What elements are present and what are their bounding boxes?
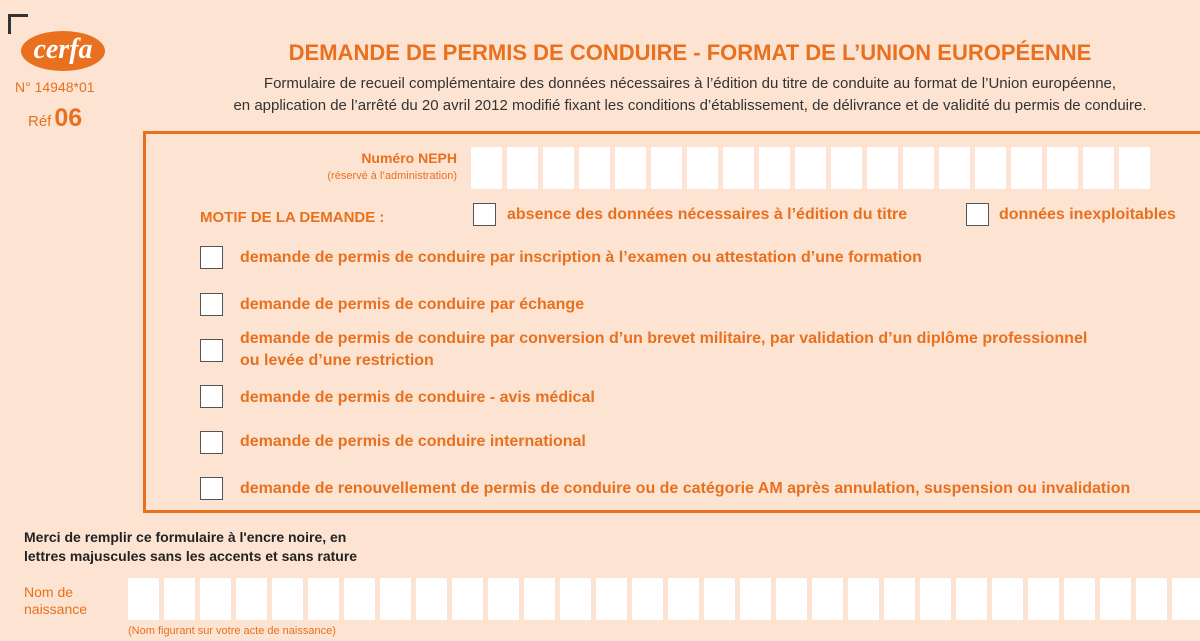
- birth-name-letter-cell[interactable]: [344, 578, 375, 620]
- option-checkbox-echange[interactable]: [200, 293, 223, 316]
- option-label-line: demande de permis de conduire par échange: [240, 296, 585, 313]
- neph-digit-cell[interactable]: [651, 147, 682, 189]
- page-title: DEMANDE DE PERMIS DE CONDUIRE - FORMAT DE L’UNION EUROPÉENNE: [288, 40, 1092, 65]
- birth-name-letter-cell[interactable]: [956, 578, 987, 620]
- neph-digit-cell[interactable]: [831, 147, 862, 189]
- neph-input-cells: [471, 147, 1155, 189]
- neph-digit-cell[interactable]: [543, 147, 574, 189]
- birth-name-letter-cell[interactable]: [1100, 578, 1131, 620]
- birth-name-letter-cell[interactable]: [740, 578, 771, 620]
- neph-digit-cell[interactable]: [723, 147, 754, 189]
- corner-crop-mark: [8, 14, 28, 34]
- neph-label: Numéro NEPH: [361, 150, 457, 166]
- option-label-line: demande de permis de conduire international: [240, 433, 586, 450]
- birth-name-letter-cell[interactable]: [596, 578, 627, 620]
- birth-name-input-cells: [128, 578, 1200, 620]
- birth-name-letter-cell[interactable]: [560, 578, 591, 620]
- subtitle-line-2: en application de l’arrêté du 20 avril 2012 modifié fixant les conditions d’établissement, de délivrance et de validité du permis de conduire.: [233, 97, 1147, 114]
- option-checkbox-examen[interactable]: [200, 246, 223, 269]
- birth-name-letter-cell[interactable]: [884, 578, 915, 620]
- ref-number: 06: [54, 104, 83, 132]
- option-label-echange: [240, 294, 584, 316]
- birth-name-letter-cell[interactable]: [848, 578, 879, 620]
- subtitle-line-1: Formulaire de recueil complémentaire des données nécessaires à l’édition du titre de conduite au format de l’Union européenne,: [263, 75, 1117, 92]
- birth-name-letter-cell[interactable]: [524, 578, 555, 620]
- fill-instructions: [24, 528, 357, 566]
- birth-name-letter-cell[interactable]: [1028, 578, 1059, 620]
- birth-name-letter-cell[interactable]: [1136, 578, 1167, 620]
- neph-digit-cell[interactable]: [1011, 147, 1042, 189]
- birth-name-letter-cell[interactable]: [452, 578, 483, 620]
- form-number: N° 14948*01: [15, 79, 95, 95]
- option-label-international: [240, 431, 586, 453]
- option-label-conversion: [240, 328, 1087, 372]
- option-label-examen: [240, 247, 922, 269]
- absence-checkbox[interactable]: [473, 203, 496, 226]
- birth-name-letter-cell[interactable]: [200, 578, 231, 620]
- birth-name-letter-cell[interactable]: [272, 578, 303, 620]
- option-label-renouvellement: [240, 478, 1130, 500]
- neph-note: (réservé à l’administration): [327, 170, 457, 182]
- birth-name-letter-cell[interactable]: [776, 578, 807, 620]
- birth-name-letter-cell[interactable]: [812, 578, 843, 620]
- option-checkbox-international[interactable]: [200, 431, 223, 454]
- option-label-line: demande de permis de conduire - avis médical: [240, 389, 595, 406]
- birth-name-letter-cell[interactable]: [632, 578, 663, 620]
- ref-label: Réf: [28, 113, 52, 130]
- form-reference: [28, 104, 82, 133]
- birth-name-letter-cell[interactable]: [236, 578, 267, 620]
- neph-digit-cell[interactable]: [795, 147, 826, 189]
- birth-name-label-line-1: Nom de: [24, 584, 74, 600]
- neph-digit-cell[interactable]: [687, 147, 718, 189]
- birth-name-letter-cell[interactable]: [1064, 578, 1095, 620]
- option-checkbox-conversion[interactable]: [200, 339, 223, 362]
- option-label-line: demande de permis de conduire par inscription à l’examen ou attestation d’une formation: [240, 249, 922, 266]
- birth-name-note: (Nom figurant sur votre acte de naissance): [128, 625, 336, 637]
- instructions-line-1: Merci de remplir ce formulaire à l'encre noire, en: [24, 529, 347, 545]
- birth-name-letter-cell[interactable]: [1172, 578, 1200, 620]
- neph-digit-cell[interactable]: [579, 147, 610, 189]
- birth-name-letter-cell[interactable]: [488, 578, 519, 620]
- option-label-line: demande de renouvellement de permis de conduire ou de catégorie AM après annulation, suspension ou invalidation: [240, 480, 1131, 497]
- neph-digit-cell[interactable]: [939, 147, 970, 189]
- option-label-line: demande de permis de conduire par conversion d’un brevet militaire, par validation d’un diplôme professionnel: [240, 330, 1088, 347]
- birth-name-letter-cell[interactable]: [128, 578, 159, 620]
- inexploitables-checkbox[interactable]: [966, 203, 989, 226]
- birth-name-letter-cell[interactable]: [380, 578, 411, 620]
- neph-digit-cell[interactable]: [867, 147, 898, 189]
- page-subtitle: [180, 73, 1200, 117]
- neph-digit-cell[interactable]: [1047, 147, 1078, 189]
- birth-name-letter-cell[interactable]: [668, 578, 699, 620]
- neph-digit-cell[interactable]: [615, 147, 646, 189]
- instructions-line-2: lettres majuscules sans les accents et sans rature: [24, 548, 358, 564]
- inexploitables-label: données inexploitables: [999, 206, 1176, 223]
- option-checkbox-renouvellement[interactable]: [200, 477, 223, 500]
- birth-name-label-line-2: naissance: [24, 601, 88, 617]
- neph-digit-cell[interactable]: [975, 147, 1006, 189]
- birth-name-letter-cell[interactable]: [308, 578, 339, 620]
- motif-label: MOTIF DE LA DEMANDE :: [200, 209, 385, 226]
- option-label-line: ou levée d’une restriction: [240, 352, 434, 369]
- neph-digit-cell[interactable]: [1083, 147, 1114, 189]
- option-label-avis-medical: [240, 387, 595, 409]
- birth-name-letter-cell[interactable]: [164, 578, 195, 620]
- neph-digit-cell[interactable]: [1119, 147, 1150, 189]
- option-checkbox-avis-medical[interactable]: [200, 385, 223, 408]
- birth-name-letter-cell[interactable]: [920, 578, 951, 620]
- neph-digit-cell[interactable]: [471, 147, 502, 189]
- birth-name-letter-cell[interactable]: [416, 578, 447, 620]
- absence-label: absence des données nécessaires à l’édition du titre: [507, 206, 908, 223]
- neph-digit-cell[interactable]: [903, 147, 934, 189]
- birth-name-letter-cell[interactable]: [992, 578, 1023, 620]
- neph-digit-cell[interactable]: [759, 147, 790, 189]
- birth-name-letter-cell[interactable]: [704, 578, 735, 620]
- neph-digit-cell[interactable]: [507, 147, 538, 189]
- cerfa-logo: cerfa: [21, 31, 105, 71]
- birth-name-label: [24, 584, 124, 618]
